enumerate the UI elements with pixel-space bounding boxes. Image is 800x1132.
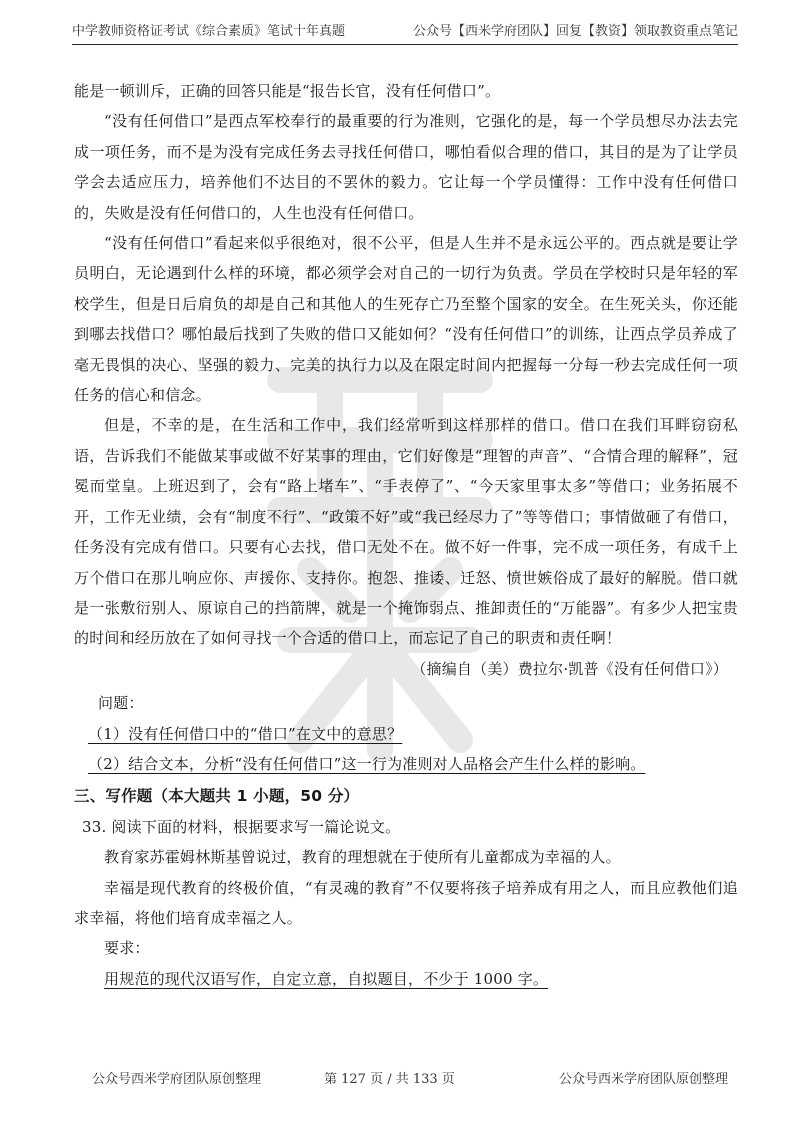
question-33: 33. 阅读下面的材料，根据要求写一篇论说文。: [82, 817, 401, 836]
question-label: 问题：: [98, 694, 144, 713]
header-right-note: 公众号【西米学府团队】回复【教资】领取教资重点笔记: [412, 24, 738, 39]
excerpt-source: （摘编自（美）费拉尔·凯普《没有任何借口》）: [411, 659, 728, 678]
requirements-text-wrapper: [74, 964, 738, 994]
paragraph: “没有任何借口”看起来似乎很绝对，很不公平，但是人生并不是永远公平的。西点就是要让学员明白，无论遇到什么样的环境，都必须学会对自己的一切行为负责。学员在学校时只是年轻的军校学生，但是日后肩负的却是自己和其他人的生死存亡乃至整个国家的安全。在生死关头，你还能到哪去找借口？哪怕最后找到了失败的借口又能如何？“没有任何借口”的训练，让西点学员养成了毫无畏惧的决心、坚强的毅力、完美的执行力以及在限定时间内把握每一分每一秒去完成任何一项任务的信心和信念。: [74, 234, 738, 405]
page-number: 第 127 页 / 共 133 页: [324, 1072, 455, 1087]
footer-left: 公众号西米学府团队原创整理: [92, 1072, 262, 1087]
question-item: （1）没有任何借口中的“借口”在文中的意思？: [88, 724, 403, 743]
question-item: （2）结合文本，分析“没有任何借口”这一行为准则对人品格会产生什么样的影响。: [88, 754, 646, 773]
footer-right: 公众号西米学府团队原创整理: [558, 1072, 728, 1087]
document-body: [74, 76, 738, 994]
header-left-title: 中学教师资格证考试《综合素质》笔试十年真题: [72, 24, 346, 39]
paragraph-continued: 能是一顿训斥，正确的回答只能是“报告长官，没有任何借口”。: [74, 82, 501, 100]
requirements-label: 要求：: [104, 939, 150, 958]
requirements-text: 用规范的现代汉语写作，自定立意，自拟题目，不少于 1000 字。: [104, 969, 549, 988]
material-paragraph: 幸福是现代教育的终极价值，“有灵魂的教育”不仅要将孩子培养成有用之人，而且应教他们追求幸福，将他们培育成幸福之人。: [74, 878, 738, 927]
page-header: [72, 14, 738, 45]
paragraph: “没有任何借口”是西点军校奉行的最重要的行为准则，它强化的是，每一个学员想尽办法去完成一项任务，而不是为没有完成任务去寻找任何借口，哪怕看似合理的借口，其目的是为了让学员学会去适应压力，培养他们不达目的不罢休的毅力。它让每一个学员懂得：工作中没有任何借口的，失败是没有任何借口的，人生也没有任何借口。: [74, 112, 738, 222]
section-title: 三、写作题（本大题共 1 小题，50 分）: [74, 787, 360, 806]
paragraph: 但是，不幸的是，在生活和工作中，我们经常听到这样那样的借口。借口在我们耳畔窃窃私语，告诉我们不能做某事或做不好某事的理由，它们好像是“理智的声音”、“合情合理的解释”，冠冕而堂皇。上班迟到了，会有“路上堵车”、“手表停了”、“今天家里事太多”等借口；业务拓展不开，工作无业绩，会有“制度不行”、“政策不好”或“我已经尽力了”等等借口；事情做砸了有借口，任务没有完成有借口。只要有心去找，借口无处不在。做不好一件事，完不成一项任务，有成千上万个借口在那儿响应你、声援你、支持你。抱怨、推诿、迁怒、愤世嫉俗成了最好的解脱。借口就是一张敷衍别人、原谅自己的挡箭牌，就是一个掩饰弱点、推卸责任的“万能器”。有多少人把宝贵的时间和经历放在了如何寻找一个合适的借口上，而忘记了自己的职责和责任啊！: [74, 416, 738, 648]
material-paragraph: 教育家苏霍姆林斯基曾说过，教育的理想就在于使所有儿童都成为幸福的人。: [104, 848, 621, 867]
